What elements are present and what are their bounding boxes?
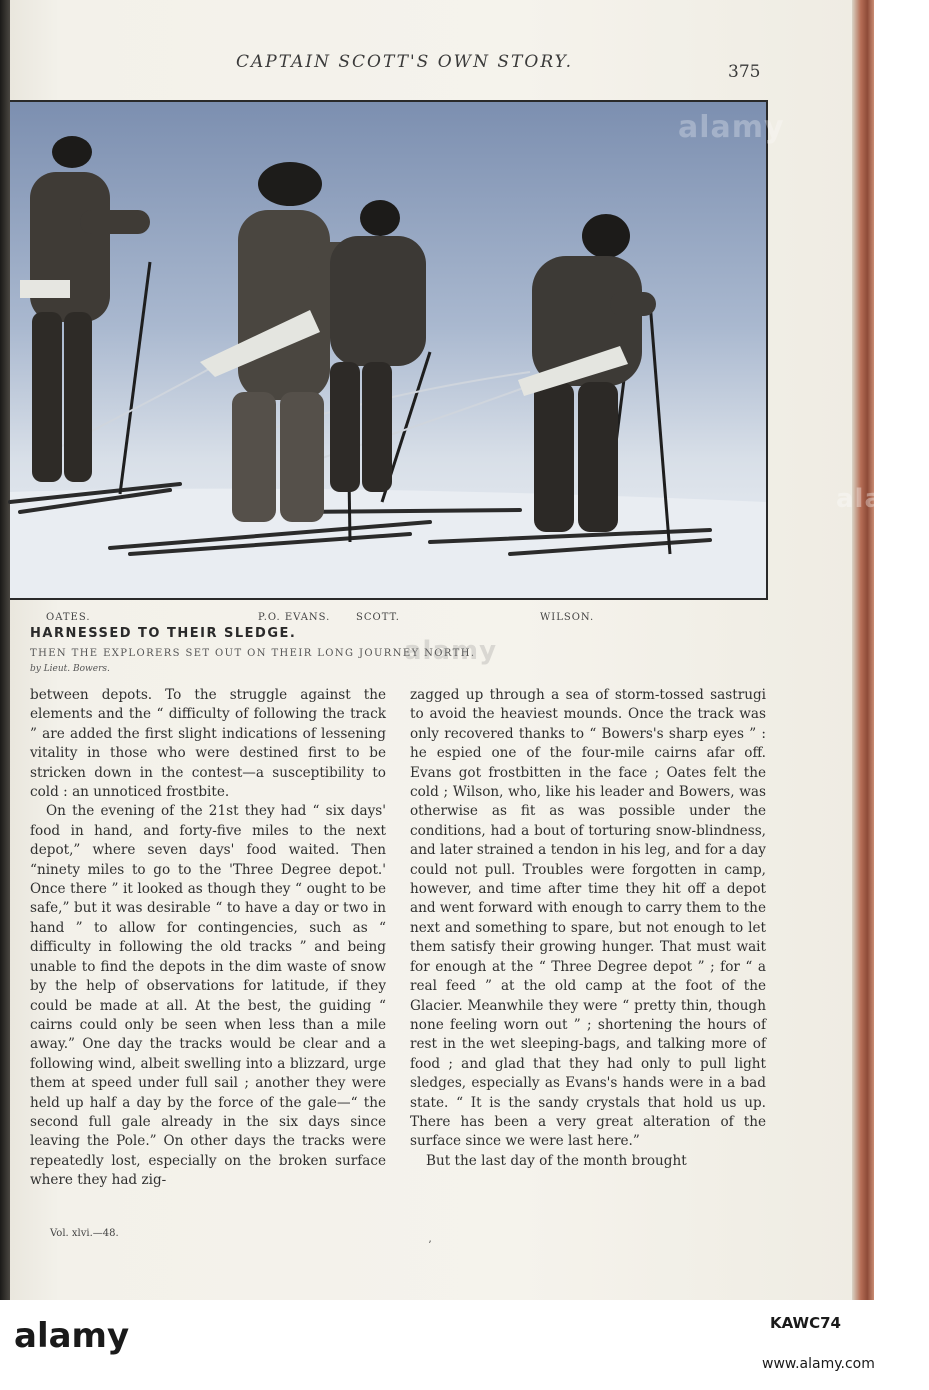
photo-illustration (10, 102, 766, 598)
printer-mark: ʼ (428, 1240, 432, 1251)
page-number: 375 (728, 62, 761, 82)
expedition-photograph (10, 100, 785, 600)
paragraph: On the evening of the 21st they had “ six days' food in hand, and forty-five miles to the next depot,” where seven days' food waited. Then “ninety miles to go to the 'Three Degree depot.' Once there ” it looked as though they “ ought to be safe,” but it was desirable “ to have a day or two in hand ” to allow for contingencies, such as “ difficulty in following the old tracks ” and being unable to find the depots in the dim waste of snow by the help of observations for latitude, if they could be made at all. At the best, the guiding “ cairns could only be seen when less than a mile away.” One day the tracks would be clear and a following wind, albeit swelling into a blizzard, urge them at speed under full sail ; another they were held up half a day by the force of the gale—“ the second full gale already in the six days since leaving the Pole.” On other days the tracks were repeatedly lost, especially on the broken surface where they had zig- (30, 803, 386, 1189)
photo-label-scott: SCOTT. (356, 612, 400, 623)
stock-footer-banner (0, 1300, 874, 1390)
photo-label-wilson: WILSON. (540, 612, 595, 623)
footer-url: www.alamy.com (762, 1356, 875, 1372)
watermark-right: alamy (836, 484, 929, 514)
caption-title: HARNESSED TO THEIR SLEDGE. (30, 626, 297, 641)
paragraph: But the last day of the month brought (426, 1152, 687, 1169)
watermark-photo: alamy (678, 110, 785, 145)
running-head: CAPTAIN SCOTT'S OWN STORY. (236, 52, 574, 72)
page-edge-binding (852, 0, 874, 1300)
text-column-left (30, 686, 386, 1191)
paragraph: between depots. To the struggle against the elements and the “ difficulty of following the track ” are added the first slight indications of lessening vitality in those who were destined first to be stricken down in the contest—a susceptibility to cold : an unnoticed frostbite. (30, 687, 386, 801)
brand-logo: alamy (14, 1316, 130, 1356)
book-spine-edge (0, 0, 10, 1300)
text-column-right (410, 686, 766, 1171)
image-id: KAWC74 (770, 1314, 841, 1332)
caption-credit: by Lieut. Bowers. (30, 664, 110, 674)
photo-label-evans: P.O. EVANS. (258, 612, 331, 623)
volume-note: Vol. xlvi.—48. (50, 1228, 119, 1239)
photo-label-oates: OATES. (46, 612, 91, 623)
paragraph: zagged up through a sea of storm-tossed sastrugi to avoid the heaviest mounds. Once the track was only recovered thanks to “ Bowers's sharp eyes ” : he espied one of the four-mile cairns afar off. Evans got frostbitten in the face ; Oates felt the cold ; Wilson, who, like his leader and Bowers, was otherwise as fit as was possible under the conditions, had a bout of torturing snow-blindness, and later strained a tendon in his leg, and for a day could not pull. Troubles were forgotten in camp, however, and time after time they hit off a depot and went forward with enough to carry them to the next and something to spare, but not enough to let them satisfy their growing hunger. That must wait for enough at the “ Three Degree depot ” ; for “ a real feed ” at the old camp at the foot of the Glacier. Meanwhile they were “ pretty thin, though none feeling worn out ” ; shortening the hours of rest in the wet sleeping-bags, and talking more of food ; and glad that they had only to pull light sledges, especially as Evans's hands were in a bad state. “ It is the sandy crystals that hold us up. There has been a very great alteration of the surface since we were last here.” (410, 687, 766, 1150)
watermark-center: alamy (404, 636, 498, 666)
caption-subtitle: THEN THE EXPLORERS SET OUT ON THEIR LONG JOURNEY NORTH. (30, 648, 476, 659)
